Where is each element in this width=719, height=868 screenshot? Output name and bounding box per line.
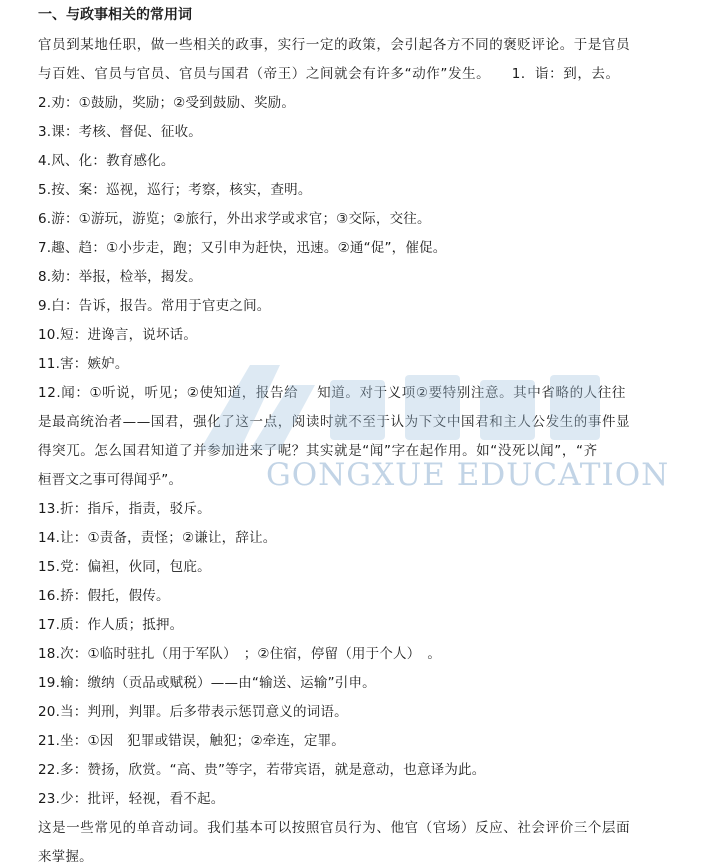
entry-11: 11.害：嫉妒。 — [38, 356, 129, 372]
entry-3: 3.课：考核、督促、征收。 — [38, 124, 202, 140]
intro-line-1: 官员到某地任职，做一些相关的政事，实行一定的政策，会引起各方不同的褒贬评论。于是官员 — [38, 37, 631, 53]
entry-15: 15.党：偏袒，伙同，包庇。 — [38, 559, 211, 575]
entry-10: 10.短：进谗言，说坏话。 — [38, 327, 198, 343]
entry-18: 18.次：①临时驻扎（用于军队） ；②住宿，停留（用于个人） 。 — [38, 646, 442, 662]
entry-8: 8.劾：举报，检举，揭发。 — [38, 269, 202, 285]
entry-4: 4.风、化：教育感化。 — [38, 153, 175, 169]
entry-9: 9.白：告诉，报告。常用于官吏之间。 — [38, 298, 271, 314]
entry-5: 5.按、案：巡视，巡行；考察，核实，查明。 — [38, 182, 312, 198]
watermark-text: GONGXUE EDUCATION — [266, 457, 670, 493]
entry-13: 13.折：指斥，指责，驳斥。 — [38, 501, 211, 517]
entry-17: 17.质：作人质；抵押。 — [38, 617, 184, 633]
entry-16: 16.挢：假托，假传。 — [38, 588, 170, 604]
entry-12-line-4: 桓晋文之事可得闻乎”。 — [38, 472, 183, 488]
entry-12-line-1: 12.闻：①听说，听见；②使知道，报告给 知道。对于义项②要特别注意。其中省略的人往往 — [38, 385, 626, 401]
entry-22: 22.多：赞扬，欣赏。“高、贵”等字，若带宾语，就是意动，也意译为此。 — [38, 762, 486, 778]
intro-line-2: 与百姓、官员与官员、官员与国君（帝王）之间就会有许多“动作”发生。 1．诣：到，去。 — [38, 66, 620, 82]
entry-20: 20.当：判刑，判罪。后多带表示惩罚意义的词语。 — [38, 704, 348, 720]
entry-19: 19.输：缴纳（贡品或赋税）——由“输送、运输”引申。 — [38, 675, 376, 691]
entry-2: 2.劝：①鼓励，奖励；②受到鼓励、奖励。 — [38, 95, 296, 111]
entry-12-line-3: 得突兀。怎么国君知道了并参加进来了呢？其实就是“闻”字在起作用。如“没死以闻”，“齐 — [38, 443, 598, 459]
entry-6: 6.游：①游玩，游览；②旅行，外出求学或求官；③交际，交往。 — [38, 211, 431, 227]
section-heading: 一、与政事相关的常用词 — [38, 7, 192, 23]
entry-21: 21.坐：①因 犯罪或错误，触犯；②牵连，定罪。 — [38, 733, 345, 749]
entry-12-line-2: 是最高统治者——国君，强化了这一点，阅读时就不至于认为下文中国君和主人公发生的事件显 — [38, 414, 631, 430]
entry-7: 7.趣、趋：①小步走，跑；又引申为赶快，迅速。②通“促”，催促。 — [38, 240, 447, 256]
closing-line-1: 这是一些常见的单音动词。我们基本可以按照官员行为、他官（官场）反应、社会评价三个层面 — [38, 820, 631, 836]
entry-14: 14.让：①责备，责怪；②谦让，辞让。 — [38, 530, 277, 546]
entry-23: 23.少：批评，轻视，看不起。 — [38, 791, 225, 807]
closing-line-2: 来掌握。 — [38, 849, 93, 865]
